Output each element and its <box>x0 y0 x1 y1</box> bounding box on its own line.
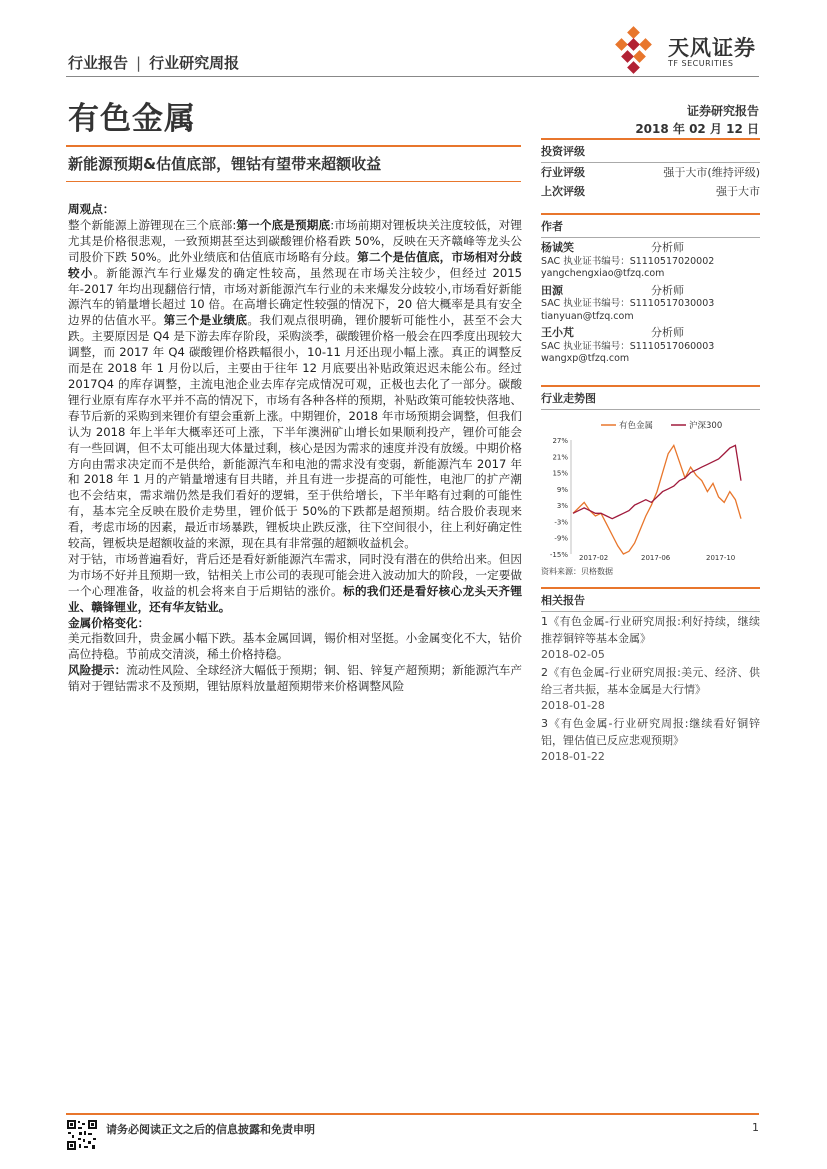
p1-seg-1: 第一个底是预期底 <box>236 217 331 232</box>
rating-key: 行业评级 <box>541 166 585 179</box>
paragraph-lithium <box>68 218 522 552</box>
rating-value: 强于大市 <box>716 185 760 198</box>
p2-seg-1: 标的我们还是看好核心龙头天齐锂业、赣锋锂业，还有华友钴业。 <box>68 583 522 614</box>
author-entry <box>541 327 760 366</box>
risk-label: 风险提示： <box>68 663 127 678</box>
main-text <box>68 202 522 695</box>
y-tick-label: -9% <box>554 534 568 543</box>
related-report-link[interactable]: 3《有色金属-行业研究周报:继续看好铜锌铝，锂估值已反应悲观预期》 <box>541 717 760 747</box>
chart-source: 资料来源：贝格数据 <box>541 567 613 576</box>
report-subcategory: 行业研究周报 <box>149 54 240 72</box>
related-report-date: 2018-02-05 <box>541 648 605 661</box>
headline-top-rule <box>66 145 521 147</box>
author-name: 杨诚笑 <box>541 241 574 254</box>
rating-row <box>541 182 760 201</box>
trend-title: 行业走势图 <box>541 385 760 410</box>
author-role: 分析师 <box>651 326 684 339</box>
paragraph-prices: 美元指数回升，贵金属小幅下跌。基本金属回调，锡价相对坚挺。小金属变化不大，钴价高位持稳。节前成交清淡，稀土价格持稳。 <box>68 631 522 662</box>
paragraph-risk <box>68 663 522 695</box>
section-title-weekly-view: 周观点： <box>68 202 115 216</box>
related-panel <box>541 587 760 765</box>
page-number: 1 <box>752 1121 759 1134</box>
breadcrumb-separator: | <box>136 54 142 72</box>
author-email[interactable]: wangxp@tfzq.com <box>541 353 630 364</box>
rating-row <box>541 163 760 182</box>
p1-seg-4: 。新能源汽车行业爆发的确定性较高，虽然现在市场关注较少，但经过 2015 年-2017 年均出现翻倍行情，市场对新能源汽车行业的未来爆发分歧较小,市场看好新能源汽车的销量增长超过 10 倍。在高增长确定性较强的情况下，20 倍大概率是具有安全边界的估值水平。 <box>68 265 522 328</box>
breadcrumb <box>68 52 239 73</box>
footer-rule <box>66 1113 759 1115</box>
risk-text: 流动性风险、全球经济大幅低于预期；铜、铝、锌复产超预期；新能源汽车产销对于锂钴需求不及预期，锂钴原料放量超预期带来价格调整风险 <box>68 663 522 694</box>
y-tick-label: 21% <box>552 453 568 462</box>
paragraph-cobalt <box>68 552 522 616</box>
x-tick-label: 2017-06 <box>641 554 671 562</box>
rating-title: 投资评级 <box>541 138 760 163</box>
footer-disclaimer[interactable]: 请务必阅读正文之后的信息披露和免责申明 <box>106 1123 315 1136</box>
logo-name: 天风证券 <box>668 36 756 60</box>
author-name: 田源 <box>541 283 563 297</box>
related-title: 相关报告 <box>541 587 760 612</box>
related-report-date: 2018-01-28 <box>541 699 605 712</box>
p2-seg-0: 对于钴，市场普遍看好，背后还是看好新能源汽车需求，同时没有潜在的供给出来。但因为市场不好并且预期一致，钴相关上市公司的表现可能会进入波动加大的阶段，一定要做一个心理准备，收益的机会将来自于后期钴的涨价。 <box>68 551 522 598</box>
report-category: 行业报告 <box>68 54 129 72</box>
p1-seg-3: 第二个是估值底，市场相对分歧较小 <box>68 249 522 280</box>
authors-panel <box>541 213 760 366</box>
authors-title: 作者 <box>541 213 760 238</box>
company-logo-icon <box>612 26 664 74</box>
rating-panel <box>541 138 760 201</box>
series-line-0 <box>573 445 741 554</box>
related-report-link[interactable]: 2《有色金属-行业研究周报:美元、经济、供给三者共振，基本金属是大行情》 <box>541 666 760 696</box>
headline: 新能源预期&估值底部，锂钴有望带来超额收益 <box>68 155 382 173</box>
plot-area <box>550 437 741 562</box>
qr-code-icon <box>66 1119 98 1151</box>
author-name: 王小芃 <box>541 326 574 339</box>
author-cert: SAC 执业证书编号：S1110517020002 <box>541 255 715 267</box>
section-title-price-changes: 金属价格变化： <box>68 615 150 630</box>
series-line-1 <box>573 445 741 518</box>
author-email[interactable]: tianyuan@tfzq.com <box>541 310 634 322</box>
author-entry <box>541 242 760 281</box>
x-tick-label: 2017-02 <box>579 554 609 562</box>
author-cert: SAC 执业证书编号：S1110517030003 <box>541 298 715 309</box>
logo-subtitle: TF SECURITIES <box>668 59 734 68</box>
p1-seg-5: 第三个是业绩底 <box>163 313 248 328</box>
author-email[interactable]: yangchengxiao@tfzq.com <box>541 268 665 279</box>
legend-label-csi300: 沪深300 <box>689 421 723 431</box>
related-report-date: 2018-01-22 <box>541 750 605 763</box>
legend-label-nonferrous: 有色金属 <box>619 421 654 431</box>
y-tick-label: 27% <box>552 437 568 445</box>
trend-panel <box>541 385 760 577</box>
author-role: 分析师 <box>651 241 684 254</box>
industry-title: 有色金属 <box>68 101 196 137</box>
trend-chart <box>541 414 760 564</box>
p1-seg-0: 整个新能源上游锂现在三个底部: <box>68 217 237 232</box>
y-tick-label: -15% <box>549 551 568 559</box>
y-tick-label: 3% <box>556 502 568 511</box>
y-tick-label: 15% <box>552 469 568 478</box>
report-type: 证券研究报告 <box>686 104 759 118</box>
top-rule <box>66 76 759 77</box>
y-tick-label: 9% <box>556 485 568 494</box>
author-cert: SAC 执业证书编号：S1110517060003 <box>541 340 715 352</box>
author-entry <box>541 285 760 324</box>
rating-value: 强于大市(维持评级) <box>663 166 760 179</box>
rating-key: 上次评级 <box>541 185 585 198</box>
report-date: 2018 年 02 月 12 日 <box>635 122 759 136</box>
related-report-link[interactable]: 1《有色金属-行业研究周报:利好持续，继续推荐铜锌等基本金属》 <box>541 615 760 645</box>
author-role: 分析师 <box>651 283 684 297</box>
x-tick-label: 2017-10 <box>706 554 736 562</box>
p1-seg-6: 。我们观点很明确，锂价腰斩可能性小，甚至不会大跌。主要原因是 Q4 是下游去库存阶段，采购淡季，碳酸锂价格一般会在四季度出现较大调整，而 2017 年 Q4 碳酸锂价格跌幅很小，10-11 月还出现小幅上涨。真正的调整反而是在 2018 年 1 月份以后，主要由于往年 12 月底要出补贴政策迟迟未能公布。经过 2017Q4 的库存调整，主流电池企业去库存完成情况可观，正极也去化了一部分。碳酸锂行业原有库存水平并不高的情况下，市场有各种各样的预期，补贴政策可能较快落地、春节后新的采购到来锂价有望会重新上涨。中期锂价，2018 年市场预期会调整，但我们认为 2018 年上半年大概率还可上涨，下半年澳洲矿山增长如果顺利投产，锂价可能会有一些回调，但不太可能出现大体量过剩，核心是因为需求的速度并没有放缓。中期价格方向由需求决定而不是供给，新能源汽车和电池的需求没有变弱，新能源汽车 2017 年和 2018 年 1 月的产销量增速有目共睹，并且有进一步提高的可能性，电池厂的扩产潮也不会结束，需求端仍然是我们看好的逻辑，至于供给增长，下半年略有过剩的可能性有，基本完全反映在股价走势里，锂价低于 50%的下跌都是超预期。结合股价表现来看，考虑市场的因素，最近市场暴跌，锂板块止跌反涨，往下空间很小，往上利好确定性较高，锂板块是超额收益的来源，现在具有非常强的超额收益机会。 <box>68 313 522 551</box>
headline-bottom-rule <box>66 181 521 182</box>
y-tick-label: -3% <box>554 518 568 527</box>
p1-seg-2: :市场前期对锂板块关注度较低，对锂尤其是价格很悲观，一致预期甚至达到碳酸锂价格看跌 50%，反映在天齐赣峰等龙头公司股价下跌 50%。此外业绩底和估值底市场略有分歧。 <box>68 217 522 264</box>
